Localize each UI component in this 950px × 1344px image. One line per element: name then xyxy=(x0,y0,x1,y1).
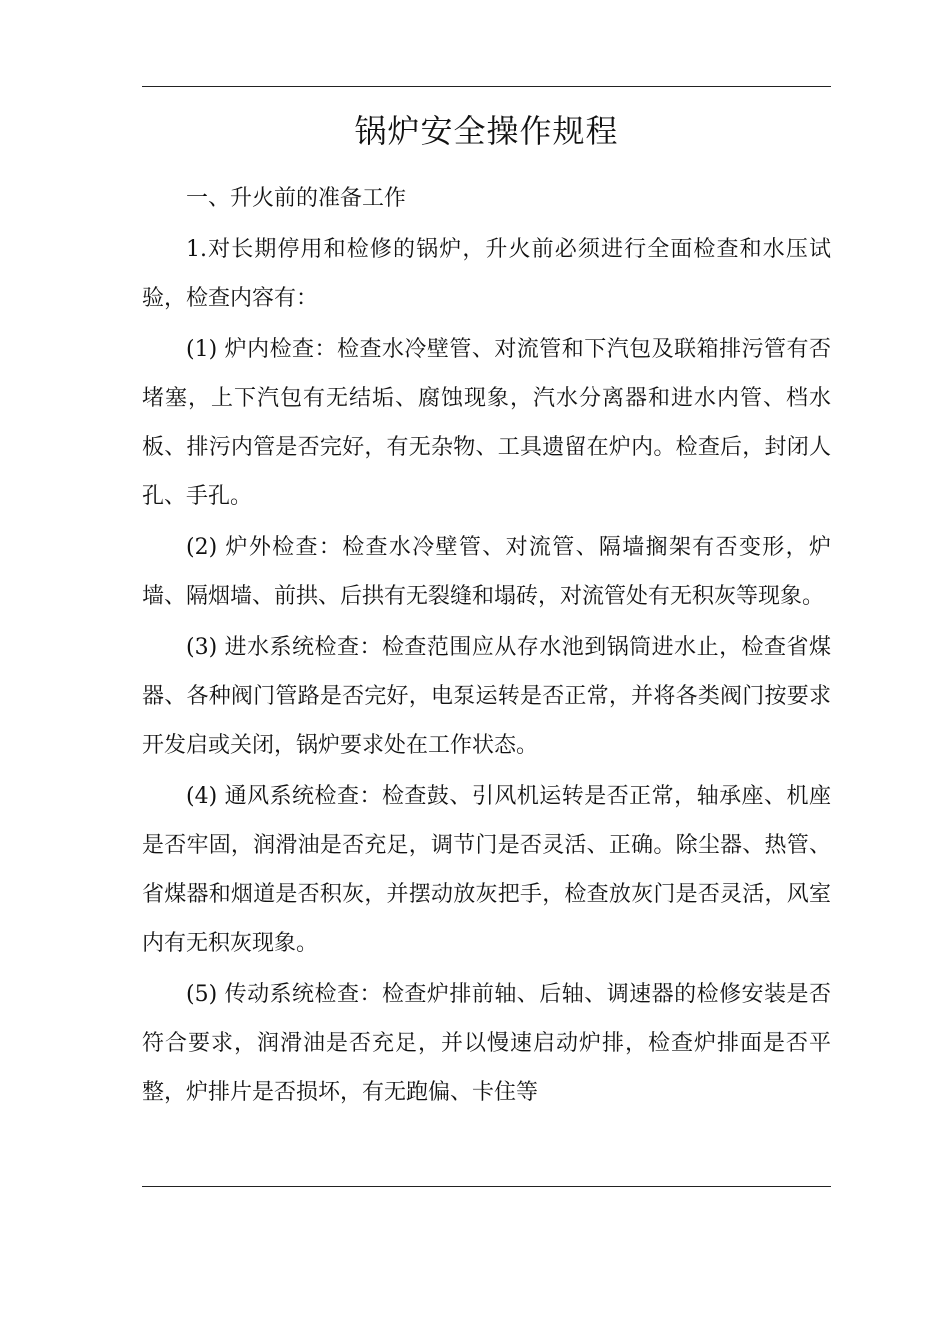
page-title: 锅炉安全操作规程 xyxy=(354,112,619,150)
paragraph-transmission-check: (5) 传动系统检查：检查炉排前轴、后轴、调速器的检修安装是否符合要求，润滑油是否充足，并以慢速启动炉排，检查炉排面是否平整，炉排片是否损坏，有无跑偏、卡住等 xyxy=(142,982,831,1105)
document-body xyxy=(142,174,831,1119)
paragraph-water-system-check: (3) 进水系统检查：检查范围应从存水池到锅筒进水止，检查省煤器、各种阀门管路是否完好，电泵运转是否正常，并将各类阀门按要求开发启或关闭，锅炉要求处在工作状态。 xyxy=(142,635,831,758)
section-heading: 一、升火前的准备工作 xyxy=(186,186,407,211)
header-rule xyxy=(142,86,831,87)
paragraph-furnace-inner-check: (1) 炉内检查：检查水冷壁管、对流管和下汽包及联箱排污管有否堵塞，上下汽包有无结垢、腐蚀现象，汽水分离器和进水内管、档水板、排污内管是否完好，有无杂物、工具遗留在炉内。检查后，封闭人孔、手孔。 xyxy=(142,337,831,509)
paragraph-furnace-outer-check: (2) 炉外检查：检查水冷壁管、对流管、隔墙搁架有否变形，炉墙、隔烟墙、前拱、后拱有无裂缝和塌砖，对流管处有无积灰等现象。 xyxy=(142,535,831,609)
paragraph-item-1: 1.对长期停用和检修的锅炉，升火前必须进行全面检查和水压试验，检查内容有： xyxy=(142,237,831,311)
footer-rule xyxy=(142,1186,831,1187)
paragraph-ventilation-check: (4) 通风系统检查：检查鼓、引风机运转是否正常，轴承座、机座是否牢固，润滑油是否充足，调节门是否灵活、正确。除尘器、热管、省煤器和烟道是否积灰，并摆动放灰把手，检查放灰门是否灵活，风室内有无积灰现象。 xyxy=(142,784,831,956)
